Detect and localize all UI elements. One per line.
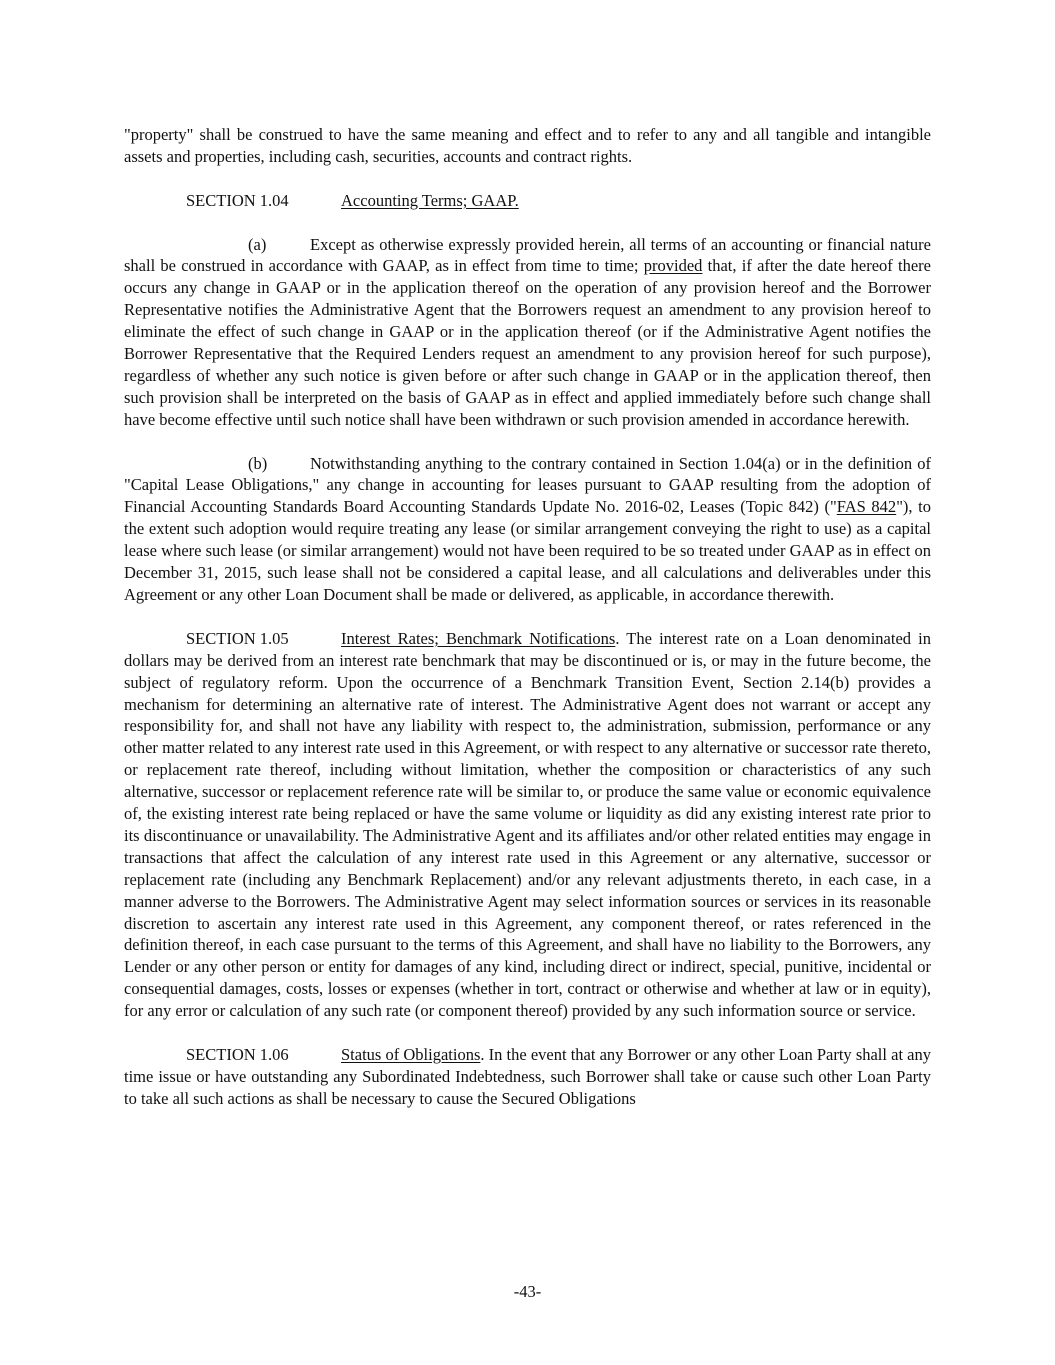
section-1-04-heading xyxy=(124,190,931,212)
clause-b-text-2: "), to the extent such adoption would require treating any lease (or similar arrangement conveying the right to use) as a capital lease where such lease (or similar arrangement) would not have been required to be so treated under GAAP as in effect on December 31, 2015, such lease shall not be considered a capital lease, and all calculations and deliverables under this Agreement or any other Loan Document shall be made or delivered, as applicable, in accordance therewith. xyxy=(124,497,932,604)
section-1-05-title: Interest Rates; Benchmark Notifications xyxy=(341,628,616,648)
section-1-06-number: SECTION 1.06 xyxy=(186,1044,289,1064)
section-1-05-paragraph xyxy=(124,628,931,1022)
document-page xyxy=(124,124,931,1132)
section-1-05-text: . The interest rate on a Loan denominated in dollars may be derived from an interest rate benchmark that may be discontinued or is, or may in the future become, the subject of regulatory reform. Upon the occurrence of a Benchmark Transition Event, Section 2.14(b) provides a mechanism for determining an alternative rate of interest. The Administrative Agent does not warrant or accept any responsibility for, and shall not have any liability with respect to, the administration, submission, performance or any other matter related to any interest rate used in this Agreement, or with respect to any alternative or successor rate thereto, or replacement rate thereof, including without limitation, whether the composition or characteristics of any such alternative, successor or replacement reference rate will be similar to, or produce the same value or economic equivalence of, the existing interest rate being replaced or have the same volume or liquidity as did any existing interest rate prior to its discontinuance or unavailability. The Administrative Agent and its affiliates and/or other related entities may engage in transactions that affect the calculation of any interest rate used in this Agreement or any alternative, successor or replacement rate (including any Benchmark Replacement) and/or any relevant adjustments thereto, in each case, in a manner adverse to the Borrowers. The Administrative Agent may select information sources or services in its reasonable discretion to ascertain any interest rate used in this Agreement, any component thereof, or rates referenced in the definition thereof, in each case pursuant to the terms of this Agreement, and shall have no liability to the Borrowers, any Lender or any other person or entity for damages of any kind, including direct or indirect, special, punitive, incidental or consequential damages, costs, losses or expenses (whether in tort, contract or otherwise and whether at law or in equity), for any error or calculation of any such rate (or component thereof) provided by any such information source or service. xyxy=(124,628,931,1021)
section-1-05-number: SECTION 1.05 xyxy=(186,628,289,648)
clause-b-text-1: Notwithstanding anything to the contrary contained in Section 1.04(a) or in the definition of "Capital Lease Obligations," any change in accounting for leases pursuant to GAAP resulting from the adoption of Financial Accounting Standards Board Accounting Standards Update No. 2016-02, Leases (Topic 842) (" xyxy=(124,453,931,517)
clause-a-provided-term: provided xyxy=(643,256,703,276)
section-1-04-clause-a xyxy=(124,234,931,431)
page-number: -43- xyxy=(513,1282,542,1301)
clause-b-label: (b) xyxy=(248,453,268,473)
section-1-04-number: SECTION 1.04 xyxy=(186,190,289,210)
section-1-06-text: . In the event that any Borrower or any other Loan Party shall at any time issue or have outstanding any Subordinated Indebtedness, such Borrower shall take or cause such other Loan Party to take all such actions as shall be necessary to cause the Secured Obligations xyxy=(124,1044,931,1108)
section-1-06-title: Status of Obligations xyxy=(341,1044,481,1064)
clause-a-text-2: that, if after the date hereof there occurs any change in GAAP or in the application thereof on the operation of any provision hereof and the Borrower Representative notifies the Administrative Agent that the Borrowers request an amendment to any provision hereof to eliminate the effect of such change in GAAP or in the application thereof (or if the Administrative Agent notifies the Borrower Representative that the Required Lenders request an amendment to any provision hereof for such purpose), regardless of whether any such notice is given before or after such change in GAAP or in the application thereof, then such provision shall be interpreted on the basis of GAAP as in effect and applied immediately before such change shall have become effective until such notice shall have been withdrawn or such provision amended in accordance herewith. xyxy=(124,256,931,429)
clause-a-text-1: Except as otherwise expressly provided herein, all terms of an accounting or financial nature shall be construed in accordance with GAAP, as in effect from time to time; xyxy=(124,234,931,276)
section-1-04-clause-b xyxy=(124,453,931,606)
clause-a-label: (a) xyxy=(248,234,267,254)
section-1-06-paragraph xyxy=(124,1044,931,1110)
clause-b-fas-term: FAS 842 xyxy=(836,497,897,517)
section-1-04-title: Accounting Terms; GAAP. xyxy=(341,190,519,210)
intro-paragraph: "property" shall be construed to have the same meaning and effect and to refer to any and all tangible and intangible assets and properties, including cash, securities, accounts and contract rights. xyxy=(124,125,931,166)
